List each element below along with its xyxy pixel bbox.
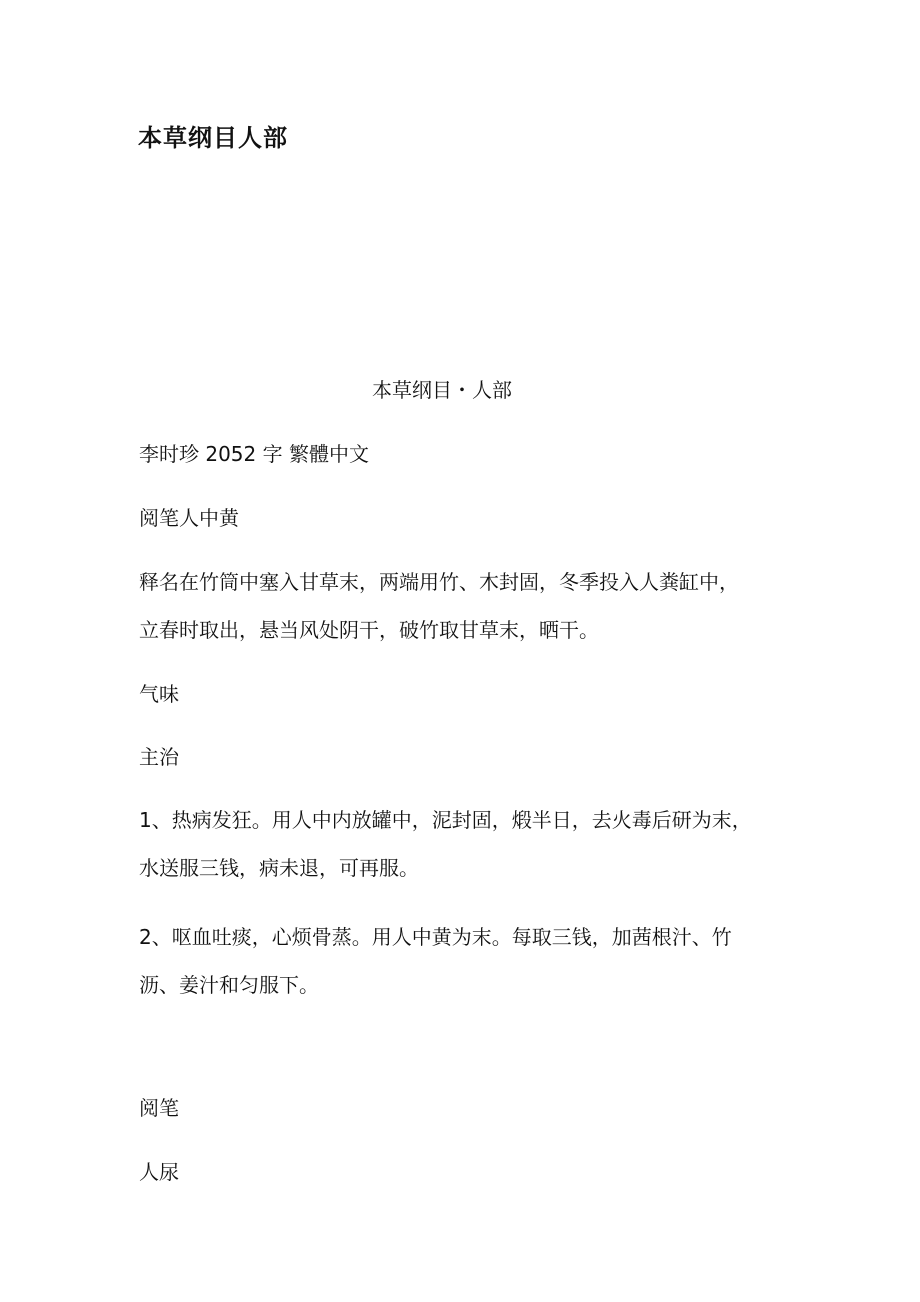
section-title-renzhonghuang: 阅笔人中黄 bbox=[139, 506, 239, 530]
author-meta: 李时珍 2052 字 繁體中文 bbox=[139, 442, 369, 466]
section2-label: 阅笔 bbox=[139, 1096, 179, 1120]
section-title-renniao: 人尿 bbox=[139, 1160, 179, 1184]
paragraph-line: 1、热病发狂。用人中内放罐中，泥封固，煅半日，去火毒后研为末， bbox=[139, 808, 752, 832]
treatment-item-2 bbox=[139, 913, 799, 1009]
document-heading: 本草纲目人部 bbox=[138, 124, 288, 152]
paragraph-line: 水送服三钱，病未退，可再服。 bbox=[139, 856, 419, 880]
qiwei-heading: 气味 bbox=[139, 682, 179, 706]
paragraph-line: 沥、姜汁和匀服下。 bbox=[139, 973, 319, 997]
paragraph-line: 释名在竹筒中塞入甘草末，两端用竹、木封固，冬季投入人粪缸中， bbox=[139, 570, 739, 594]
zhuzhi-heading: 主治 bbox=[139, 745, 179, 769]
paragraph-line: 2、呕血吐痰，心烦骨蒸。用人中黄为末。每取三钱，加茜根汁、竹 bbox=[139, 925, 732, 949]
treatment-item-1 bbox=[139, 796, 799, 892]
document-subtitle: 本草纲目・人部 bbox=[372, 378, 512, 402]
release-name-paragraph bbox=[139, 558, 799, 654]
paragraph-line: 立春时取出，悬当风处阴干，破竹取甘草末，晒干。 bbox=[139, 618, 599, 642]
